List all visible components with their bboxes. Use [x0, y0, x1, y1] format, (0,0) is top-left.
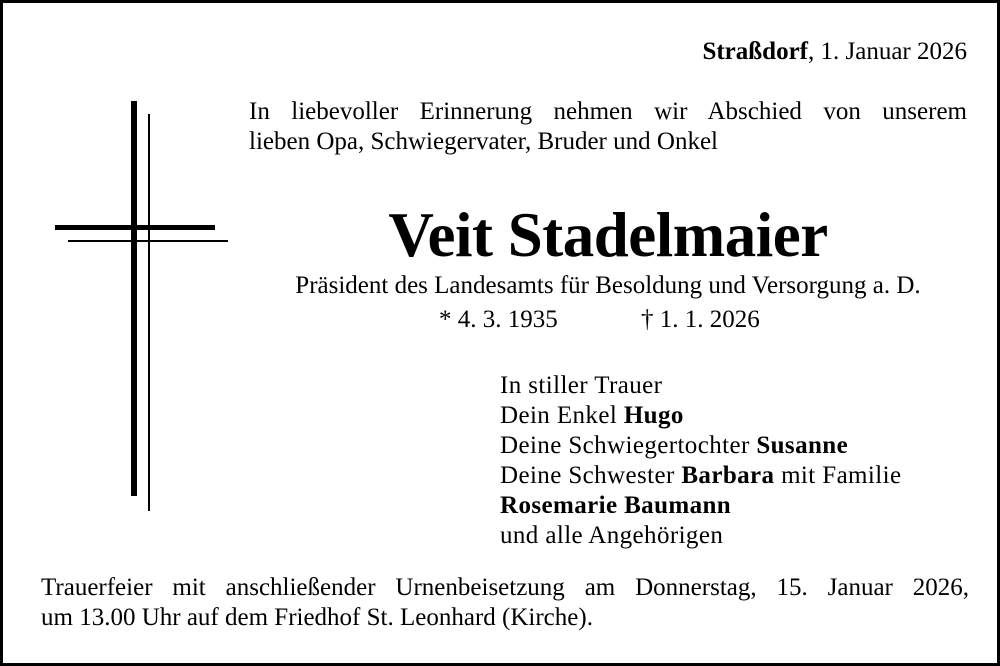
deceased-title: Präsident des Landesamts für Besoldung und Versorgung a. D. [295, 272, 921, 299]
mourner-relation: Dein Enkel [500, 402, 624, 429]
place-name: Straßdorf [702, 38, 808, 65]
mourner-line [500, 401, 901, 431]
intro-text [249, 97, 967, 157]
intro-line: In liebevoller Erinnerung nehmen wir Abschied von unserem [249, 98, 967, 125]
funeral-details [41, 573, 969, 633]
mourner-line: und alle Angehörigen [500, 522, 724, 549]
death-date: † 1. 1. 2026 [641, 306, 760, 333]
mourner-name: Susanne [756, 432, 849, 459]
funeral-line: um 13.00 Uhr auf dem Friedhof St. Leonhard (Kirche). [41, 604, 593, 631]
mourner-name: Hugo [623, 402, 684, 429]
mourner-relation: mit Familie [774, 462, 902, 489]
mourners-list [500, 371, 901, 551]
mourner-relation: Deine Schwester [500, 462, 682, 489]
mourner-line [500, 491, 901, 521]
place-date [702, 37, 967, 67]
birth-date: * 4. 3. 1935 [439, 306, 558, 333]
mourner-name: Barbara [681, 462, 775, 489]
funeral-line: Trauerfeier mit anschließender Urnenbeisetzung am Donnerstag, 15. Januar 2026, [41, 574, 969, 601]
intro-line: lieben Opa, Schwiegervater, Bruder und Onkel [249, 128, 718, 155]
notice-date: , 1. Januar 2026 [808, 38, 967, 65]
mourner-line [500, 461, 901, 491]
mourner-relation: Deine Schwiegertochter [500, 432, 757, 459]
mourner-line: In stiller Trauer [500, 372, 663, 399]
mourner-name: Rosemarie Baumann [500, 492, 732, 519]
mourner-line [500, 431, 901, 461]
deceased-name: Veit Stadelmaier [388, 200, 828, 270]
